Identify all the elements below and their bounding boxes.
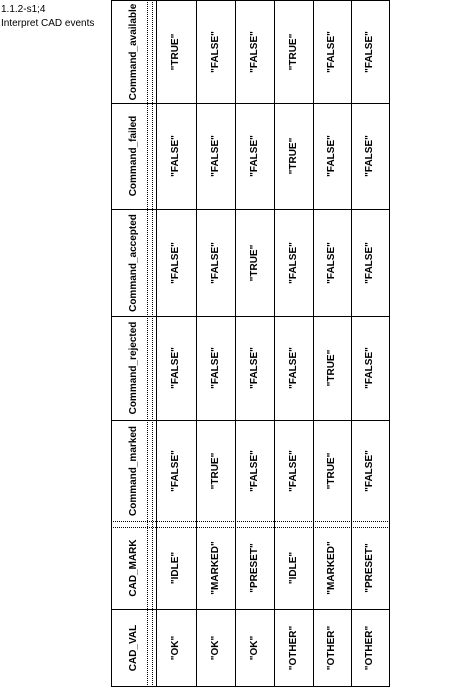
column-header-text: Command_rejected [128,321,139,415]
table-cell-text: "FALSE" [288,347,299,389]
column-header-text: CAD_VAL [128,624,139,672]
table-cell-text: "TRUE" [326,349,337,387]
document-title: Interpret CAD events [1,18,95,29]
table-cell-text: "PRESET" [364,543,375,593]
table-cell-text: "FALSE" [249,450,260,492]
table-cell-text: "MARKED" [210,541,221,595]
table-cell-text: "FALSE" [326,242,337,284]
column-header-text: Command_failed [128,115,139,197]
table-cell-text: "OK" [210,635,221,661]
table-cell-text: "FALSE" [326,135,337,177]
table-cell-text: "TRUE" [210,452,221,490]
table-cell-text: "OK" [249,635,260,661]
input-output-separator [111,521,390,522]
input-output-separator [111,527,390,528]
table-cell-text: "IDLE" [288,551,299,585]
decision-table [111,0,390,687]
table-cell-text: "FALSE" [288,450,299,492]
table-cell-text: "FALSE" [249,135,260,177]
table-cell-text: "PRESET" [249,543,260,593]
table-cell-text: "FALSE" [210,135,221,177]
table-cell-text: "FALSE" [249,31,260,73]
column-header-text: Command_available [128,3,139,101]
table-cell-text: "TRUE" [170,33,181,71]
table-cell-text: "FALSE" [364,450,375,492]
table-cell-text: "FALSE" [170,242,181,284]
table-cell-text: "MARKED" [326,541,337,595]
table-cell-text: "FALSE" [364,135,375,177]
table-cell-text: "OTHER" [288,625,299,671]
table-cell-text: "FALSE" [364,242,375,284]
table-cell-text: "FALSE" [170,135,181,177]
table-cell-text: "OTHER" [364,625,375,671]
table-cell-text: "FALSE" [364,347,375,389]
table-cell-text: "TRUE" [288,33,299,71]
column-header-text: CAD_MARK [128,539,139,597]
table-cell-text: "TRUE" [326,452,337,490]
table-cell-text: "TRUE" [249,244,260,282]
table-cell-text: "OK" [170,635,181,661]
table-cell-text: "IDLE" [170,551,181,585]
table-cell-text: "FALSE" [288,242,299,284]
document-id: 1.1.2-s1;4 [1,4,46,15]
header-separator [152,0,153,687]
table-cell-text: "FALSE" [249,347,260,389]
table-cell-text: "FALSE" [326,31,337,73]
table-cell-text: "FALSE" [364,31,375,73]
table-cell-text: "TRUE" [288,137,299,175]
column-header-text: Command_accepted [128,214,139,312]
table-cell-text: "FALSE" [170,450,181,492]
column-header-text: Command_marked [128,425,139,517]
table-cell-text: "FALSE" [170,347,181,389]
table-cell-text: "FALSE" [210,347,221,389]
table-cell-text: "FALSE" [210,31,221,73]
table-cell-text: "OTHER" [326,625,337,671]
table-cell-text: "FALSE" [210,242,221,284]
header-separator [147,0,148,687]
